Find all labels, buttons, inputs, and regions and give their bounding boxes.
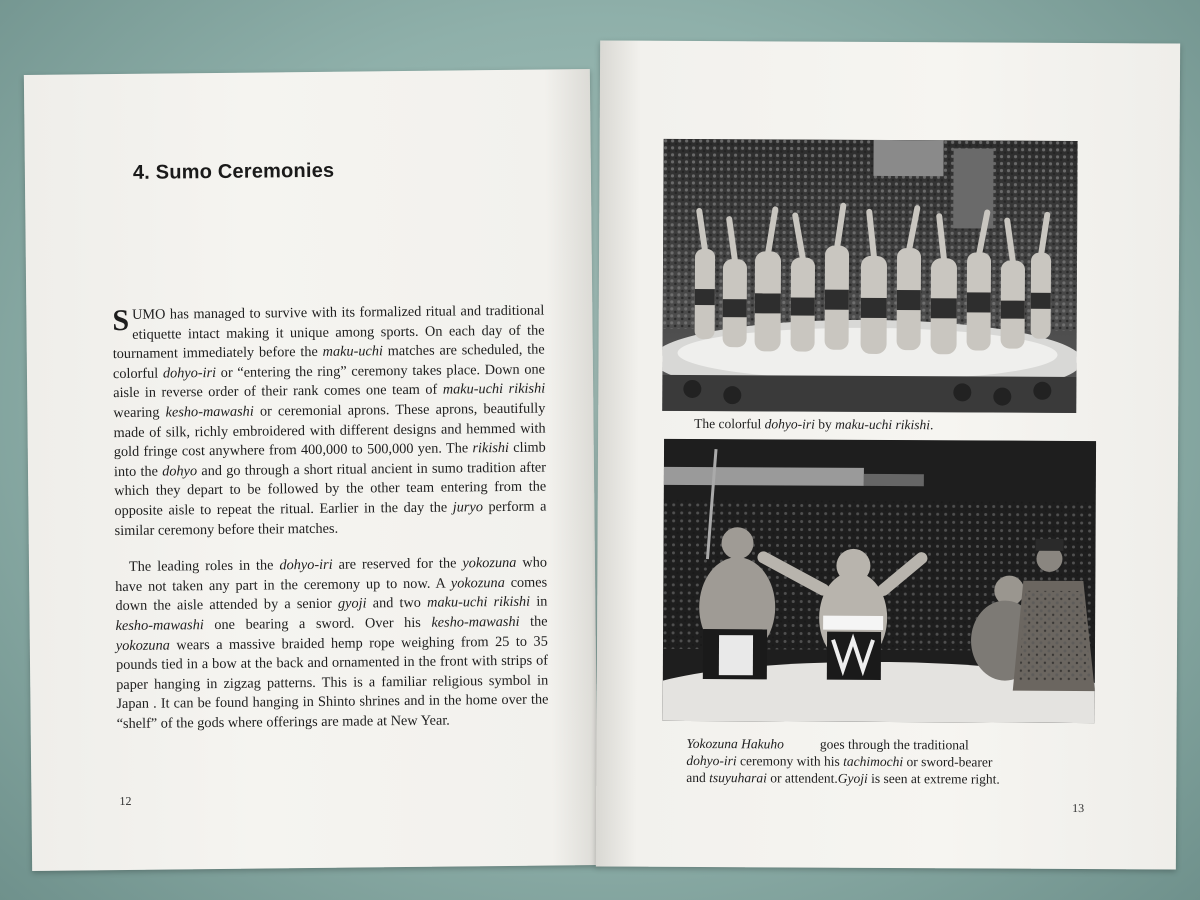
- left-page: [24, 69, 598, 871]
- caption-bottom-line2: dohyo-iri ceremony with his tachimochi or sword-bearer: [686, 752, 993, 770]
- page-number-left: 12: [119, 793, 132, 809]
- right-page: [596, 40, 1180, 869]
- photo-yokozuna-hakuho-image: [663, 439, 1096, 723]
- caption-bottom-line1: goes through the traditional: [819, 736, 969, 753]
- page-number-right: 13: [1072, 800, 1085, 816]
- paragraph-1: [112, 302, 546, 542]
- paragraph-1-text: UMO has managed to survive with its formalized ritual and traditional etiquette intact making it unique among sports. On each day of the tournament immediately before the maku-uchi matches are scheduled, the colorful dohyo-iri or “entering the ring” ceremony takes place. Down one aisle in reverse order of their rank comes one team of maku-uchi rikishi wearing kesho-mawashi or ceremonial aprons. These aprons, beautifully made of silk, richly embroidered with different designs and hemmed with gold fringe cost anywhere from 400,000 to 500,000 yen. The rikishi climb into the dohyo and go through a short ritual ancient in sumo tradition after which they depart to be followed by the other team entering from the opposite aisle to repeat the ritual. Earlier in the day the juryo perform a similar ceremony before their matches.: [112, 302, 547, 539]
- photo-dohyo-iri-ring-image: [662, 139, 1077, 413]
- photo-dohyo-iri-ring: [662, 139, 1077, 413]
- caption-top: The colorful dohyo-iri by maku-uchi rikishi.: [694, 415, 934, 433]
- body-text: [112, 302, 549, 752]
- caption-bottom-line3: and tsuyuharai or attendent.Gyoji is seen at extreme right.: [686, 769, 1000, 787]
- drop-cap: S: [112, 303, 130, 338]
- paragraph-2: The leading roles in the dohyo-iri are reserved for the yokozuna who have not taken any part in the ceremony up to now. A yokozuna comes down the aisle attended by a senior gyoji and two maku-uchi rikishi in kesho-mawashi one bearing a sword. Over his kesho-mawashi the yokozuna wears a massive braided hemp rope weighing from 25 to 35 pounds tied in a bow at the back and ornamented in the front with strips of paper hanging in zigzag patterns. This is a familiar religious symbol in Japan . It can be found hanging in Shinto shrines and in the home over the “shelf” of the gods where offerings are made at New Year.: [115, 554, 549, 732]
- photo-yokozuna-hakuho: [663, 439, 1096, 723]
- caption-bottom-name: Yokozuna Hakuho: [686, 735, 784, 752]
- caption-bottom: [686, 735, 1106, 788]
- chapter-title: 4. Sumo Ceremonies: [132, 159, 335, 184]
